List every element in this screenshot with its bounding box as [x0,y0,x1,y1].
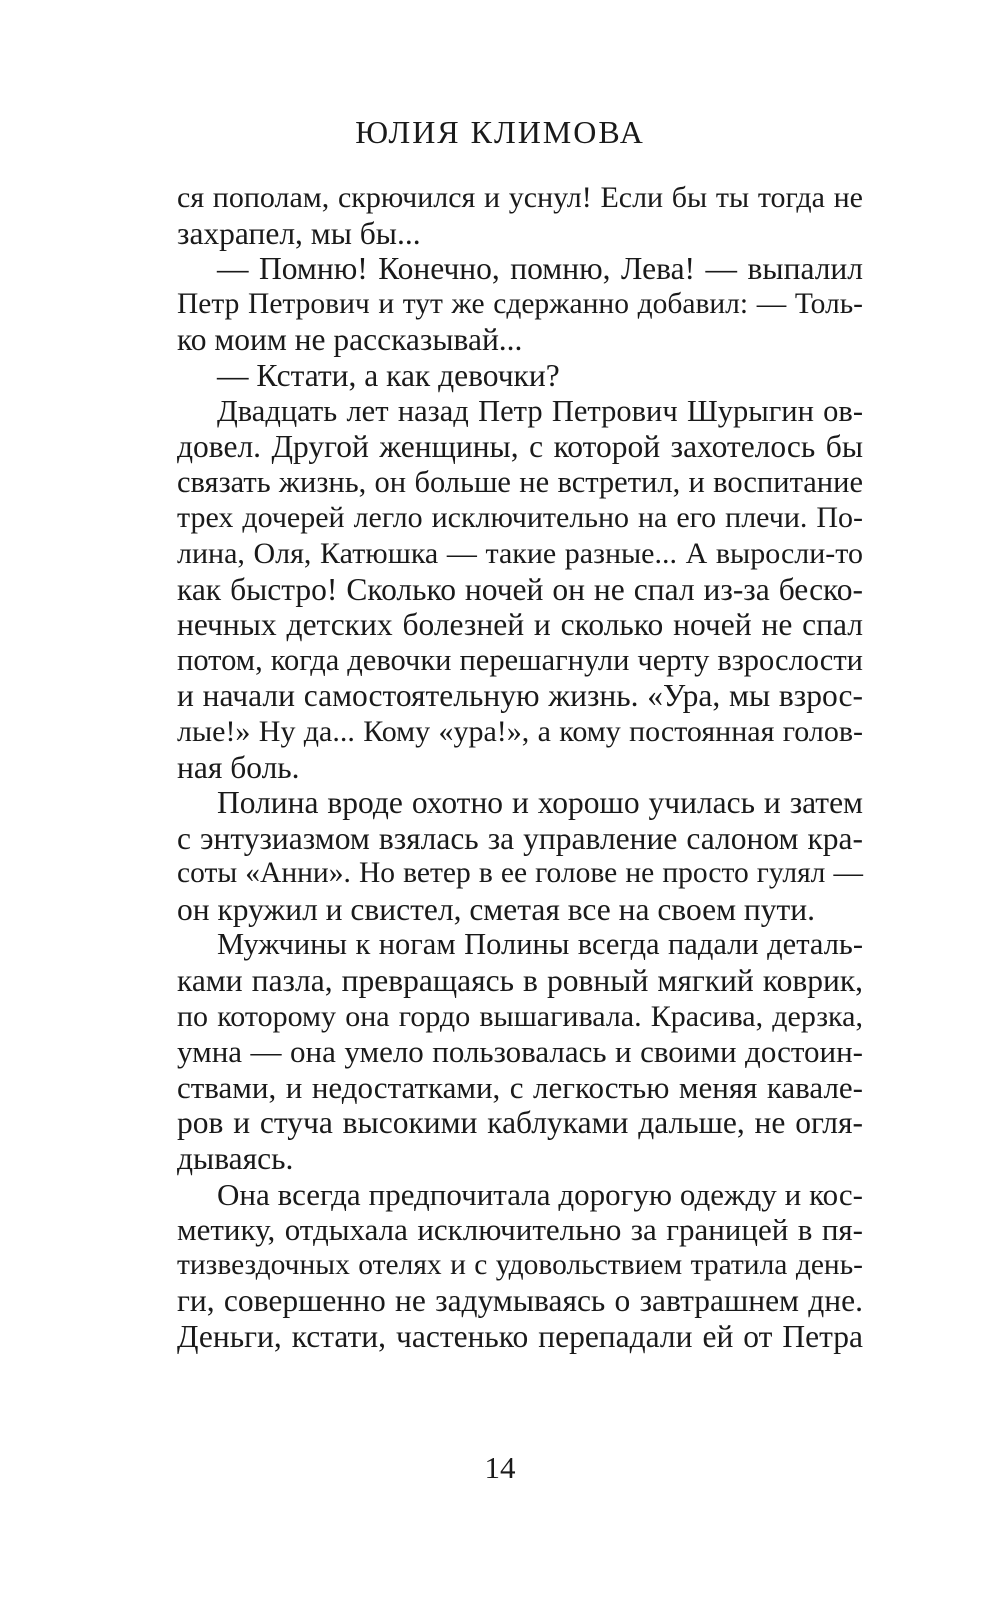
text-line: связать жизнь, он больше не встретил, и воспитание [177,464,863,499]
text-line: и начали самостоятельную жизнь. «Ура, мы взрос- [177,678,863,714]
text-line: ко моим не рассказывай... [177,322,523,358]
text-line: ров и стуча высокими каблуками дальше, не огля- [177,1105,863,1141]
text-line: нечных детских болезней и сколько ночей не спал [177,607,863,643]
page-number: 14 [484,1450,516,1485]
text-line: по которому она гордо вышагивала. Красива, дерзка, [177,999,863,1033]
text-line: довел. Другой женщины, с которой захотелось бы [177,429,863,465]
text-line: как быстро! Сколько ночей он не спал из-за беско- [177,571,863,607]
text-line: Двадцать лет назад Петр Петрович Шурыгин ов- [217,393,863,428]
text-line: ками пазла, превращаясь в ровный мягкий коврик, [177,963,863,999]
text-line: Мужчины к ногам Полины всегда падали деталь- [217,927,863,962]
text-line: умна — она умело пользовалась и своими достоин- [177,1034,863,1070]
text-line: Она всегда предпочитала дорогую одежду и кос- [217,1176,863,1212]
running-head-author: ЮЛИЯ КЛИМОВА [355,114,645,150]
text-line: — Помню! Конечно, помню, Лева! — выпалил [217,251,863,287]
text-line: Деньги, кстати, частенько перепадали ей от Петра [177,1319,863,1354]
text-line: он кружил и свистел, сметая все на своем пути. [177,891,815,927]
text-line: захрапел, мы бы... [177,215,421,251]
text-line: метику, отдыхала исключительно за границей в пя- [177,1212,863,1248]
text-line: — Кстати, а как девочки? [217,357,560,393]
text-line: ная боль. [177,749,300,785]
page-body-text [177,180,863,1355]
text-line: с энтузиазмом взялась за управление салоном кра- [177,820,863,856]
text-line: тизвездочных отелях и с удовольствием тратила день- [177,1248,863,1281]
text-line: ся пополам, скрючился и уснул! Если бы ты тогда не [177,181,863,214]
text-line: Петр Петрович и тут же сдержанно добавил: — Толь- [177,287,863,320]
text-line: ги, совершенно не задумываясь о завтрашнем дне. [177,1283,863,1319]
text-line: потом, когда девочки перешагнули черту взрослости [177,642,863,677]
text-line: дываясь. [177,1141,294,1177]
text-line: лина, Оля, Катюшка — такие разные... А выросли-то [177,536,863,570]
text-line: соты «Анни». Но ветер в ее голове не просто гулял — [177,857,863,890]
text-line: Полина вроде охотно и хорошо училась и затем [217,785,863,821]
text-line: ствами, и недостатками, с легкостью меняя кавале- [177,1069,863,1105]
text-line: трех дочерей легло исключительно на его плечи. По- [177,501,863,535]
text-line: лые!» Ну да... Кому «ура!», а кому постоянная голов- [177,714,863,748]
